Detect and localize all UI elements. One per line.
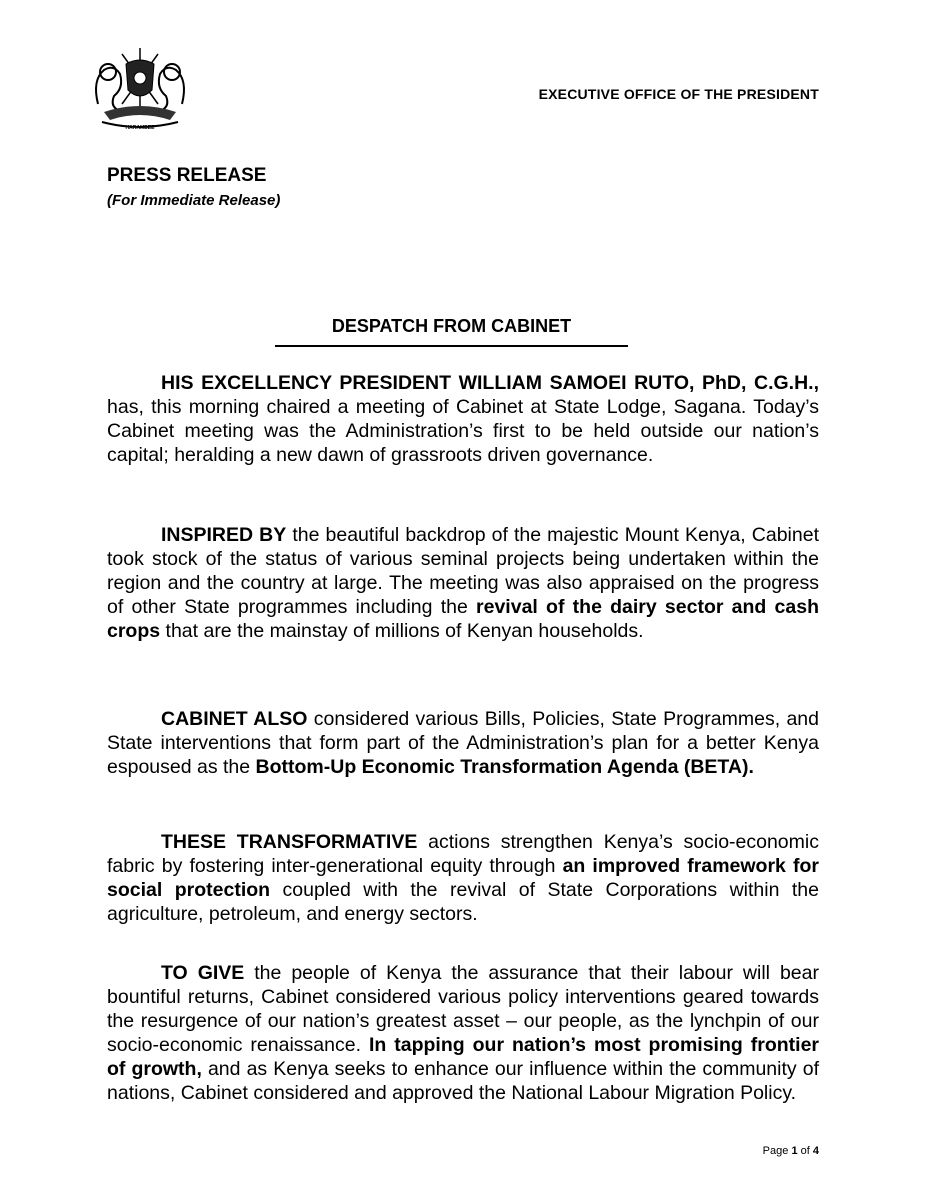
paragraph-2-text-end: that are the mainstay of millions of Kenyan households.: [160, 620, 644, 642]
paragraph-5: [107, 961, 819, 1105]
page-prefix: Page: [762, 1145, 789, 1157]
page-total: 4: [812, 1145, 819, 1157]
paragraph-4-text: actions strengthen Kenya’s socio-economic fabric by fostering inter-generational equity through: [107, 831, 819, 877]
paragraph-5-text-end: and as Kenya seeks to enhance our influence within the community of nations, Cabinet considered and approved the National Labour Migration Policy.: [107, 1058, 819, 1104]
page-number: [763, 1145, 819, 1157]
paragraph-5-lead: TO GIVE: [161, 962, 245, 984]
document-heading: DESPATCH FROM CABINET: [275, 316, 628, 347]
kenya-coat-of-arms-icon: [84, 40, 196, 132]
paragraph-2-text: the beautiful backdrop of the majestic Mount Kenya, Cabinet took stock of the status of various seminal projects being undertaken within the region and the country at large. The meeting was also appraised on the progress of other State programmes including the: [107, 524, 819, 618]
paragraph-4: [107, 830, 819, 926]
paragraph-3-lead: CABINET ALSO: [161, 708, 308, 730]
paragraph-2-highlight: revival of the dairy sector and cash crops: [107, 596, 819, 642]
paragraph-1-text: has, this morning chaired a meeting of Cabinet at State Lodge, Sagana. Today’s Cabinet meeting was the Administration’s first to be held outside our nation’s capital; heralding a new dawn of grassroots driven governance.: [107, 396, 819, 466]
paragraph-5-highlight: In tapping our nation’s most promising frontier of growth,: [107, 1034, 819, 1080]
crest-motto: HARAMBEE: [125, 125, 155, 131]
paragraph-3: [107, 707, 819, 779]
paragraph-5-text: the people of Kenya the assurance that their labour will bear bountiful returns, Cabinet considered various policy interventions geared towards the resurgence of our nation’s greatest asset – our people, as the lynchpin of our socio-economic renaissance.: [107, 962, 819, 1056]
paragraph-4-lead: THESE TRANSFORMATIVE: [161, 831, 418, 853]
paragraph-2: [107, 523, 819, 643]
paragraph-3-text: considered various Bills, Policies, State Programmes, and State interventions that form part of the Administration’s plan for a better Kenya espoused as the: [107, 708, 819, 778]
paragraph-3-highlight: Bottom-Up Economic Transformation Agenda (BETA).: [255, 756, 754, 778]
press-release-title: PRESS RELEASE: [107, 165, 267, 186]
page-current: 1: [791, 1145, 798, 1157]
paragraph-2-lead: INSPIRED BY: [161, 524, 287, 546]
paragraph-4-text-end: coupled with the revival of State Corporations within the agriculture, petroleum, and energy sectors.: [107, 879, 819, 925]
press-release-subtitle: (For Immediate Release): [107, 192, 281, 209]
paragraph-1: [107, 371, 819, 467]
office-heading: EXECUTIVE OFFICE OF THE PRESIDENT: [538, 86, 819, 102]
paragraph-4-highlight: an improved framework for social protection: [107, 855, 819, 901]
paragraph-1-lead: HIS EXCELLENCY PRESIDENT WILLIAM SAMOEI RUTO, PhD, C.G.H.,: [161, 372, 819, 394]
page-of: of: [800, 1145, 810, 1157]
